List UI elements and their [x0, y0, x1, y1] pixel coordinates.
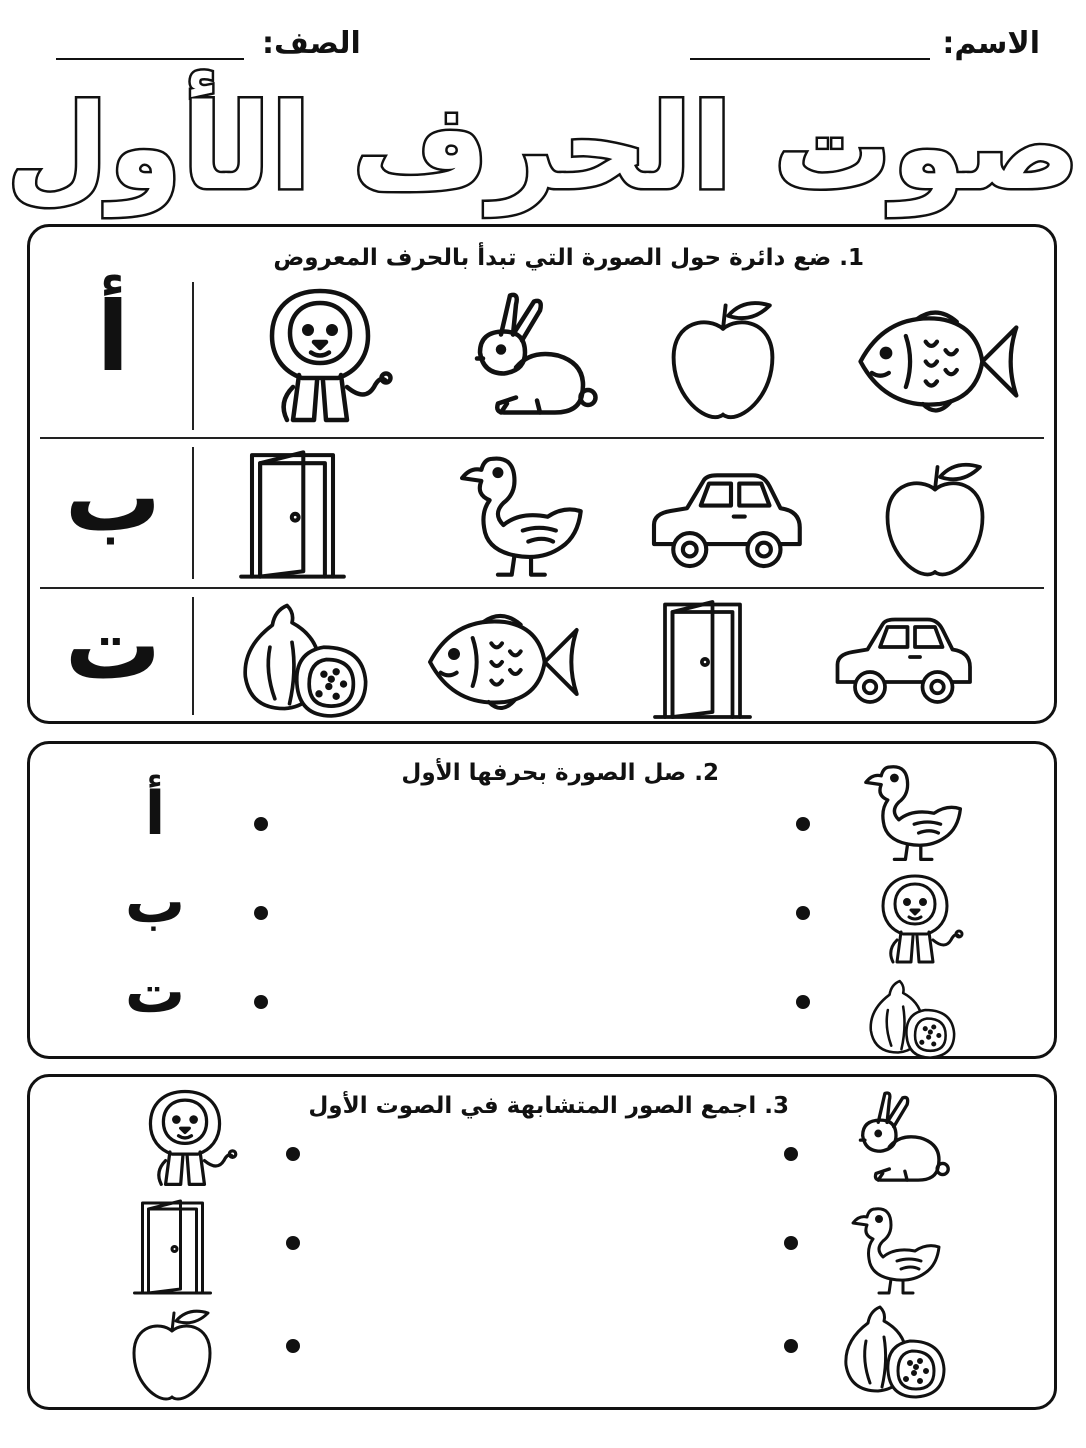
duck-picture[interactable] [445, 445, 595, 583]
door-picture[interactable] [235, 447, 350, 582]
letter-ta: ت [64, 589, 162, 701]
apple-picture[interactable] [870, 457, 1000, 582]
picture-dot[interactable] [796, 817, 810, 831]
picture-dot[interactable] [796, 906, 810, 920]
lion-picture[interactable] [245, 282, 395, 432]
row-divider [40, 587, 1044, 589]
right-dot[interactable] [784, 1339, 798, 1353]
name-line[interactable] [690, 58, 930, 60]
name-label: الاسم: [942, 26, 1040, 61]
section-circle-picture [27, 224, 1057, 724]
row-divider [40, 437, 1044, 439]
page-title: صوت الحرف الأول [6, 78, 1080, 216]
letter-ta: ت [124, 957, 186, 1027]
column-divider [192, 597, 194, 715]
fig-picture[interactable] [865, 976, 960, 1061]
right-dot[interactable] [784, 1236, 798, 1250]
left-dot[interactable] [286, 1147, 300, 1161]
lion-picture[interactable] [865, 868, 965, 972]
lion-picture[interactable] [130, 1085, 240, 1193]
car-picture[interactable] [820, 612, 985, 712]
section2-instruction: 2. صل الصورة بحرفها الأول [401, 760, 719, 786]
duck-picture[interactable] [852, 756, 972, 866]
door-picture[interactable] [645, 597, 760, 722]
duck-picture[interactable] [840, 1199, 950, 1299]
left-dot[interactable] [286, 1236, 300, 1250]
letter-alef: أ [96, 281, 130, 393]
fish-picture[interactable] [852, 299, 1022, 424]
section1-instruction: 1. ضع دائرة حول الصورة التي تبدأ بالحرف المعروض [273, 245, 864, 271]
left-dot[interactable] [286, 1339, 300, 1353]
letter-dot[interactable] [254, 906, 268, 920]
fish-picture[interactable] [422, 607, 582, 717]
letter-ba: ب [64, 441, 162, 553]
fig-picture[interactable] [238, 597, 373, 722]
section-match-letter [27, 741, 1057, 1059]
letter-alef: أ [144, 779, 166, 849]
section3-instruction: 3. اجمع الصور المتشابهة في الصوت الأول [308, 1093, 789, 1119]
class-line[interactable] [56, 58, 244, 60]
door-picture[interactable] [130, 1197, 215, 1297]
letter-dot[interactable] [254, 995, 268, 1009]
column-divider [192, 282, 194, 430]
letter-dot[interactable] [254, 817, 268, 831]
rabbit-picture[interactable] [450, 287, 600, 427]
section-group-similar [27, 1074, 1057, 1410]
column-divider [192, 447, 194, 579]
car-picture[interactable] [638, 467, 813, 577]
apple-picture[interactable] [122, 1305, 222, 1405]
letter-ba: ب [124, 867, 186, 937]
rabbit-picture[interactable] [840, 1089, 952, 1189]
picture-dot[interactable] [796, 995, 810, 1009]
fig-picture[interactable] [840, 1301, 950, 1401]
apple-picture[interactable] [658, 295, 788, 425]
class-label: الصف: [262, 26, 361, 61]
right-dot[interactable] [784, 1147, 798, 1161]
